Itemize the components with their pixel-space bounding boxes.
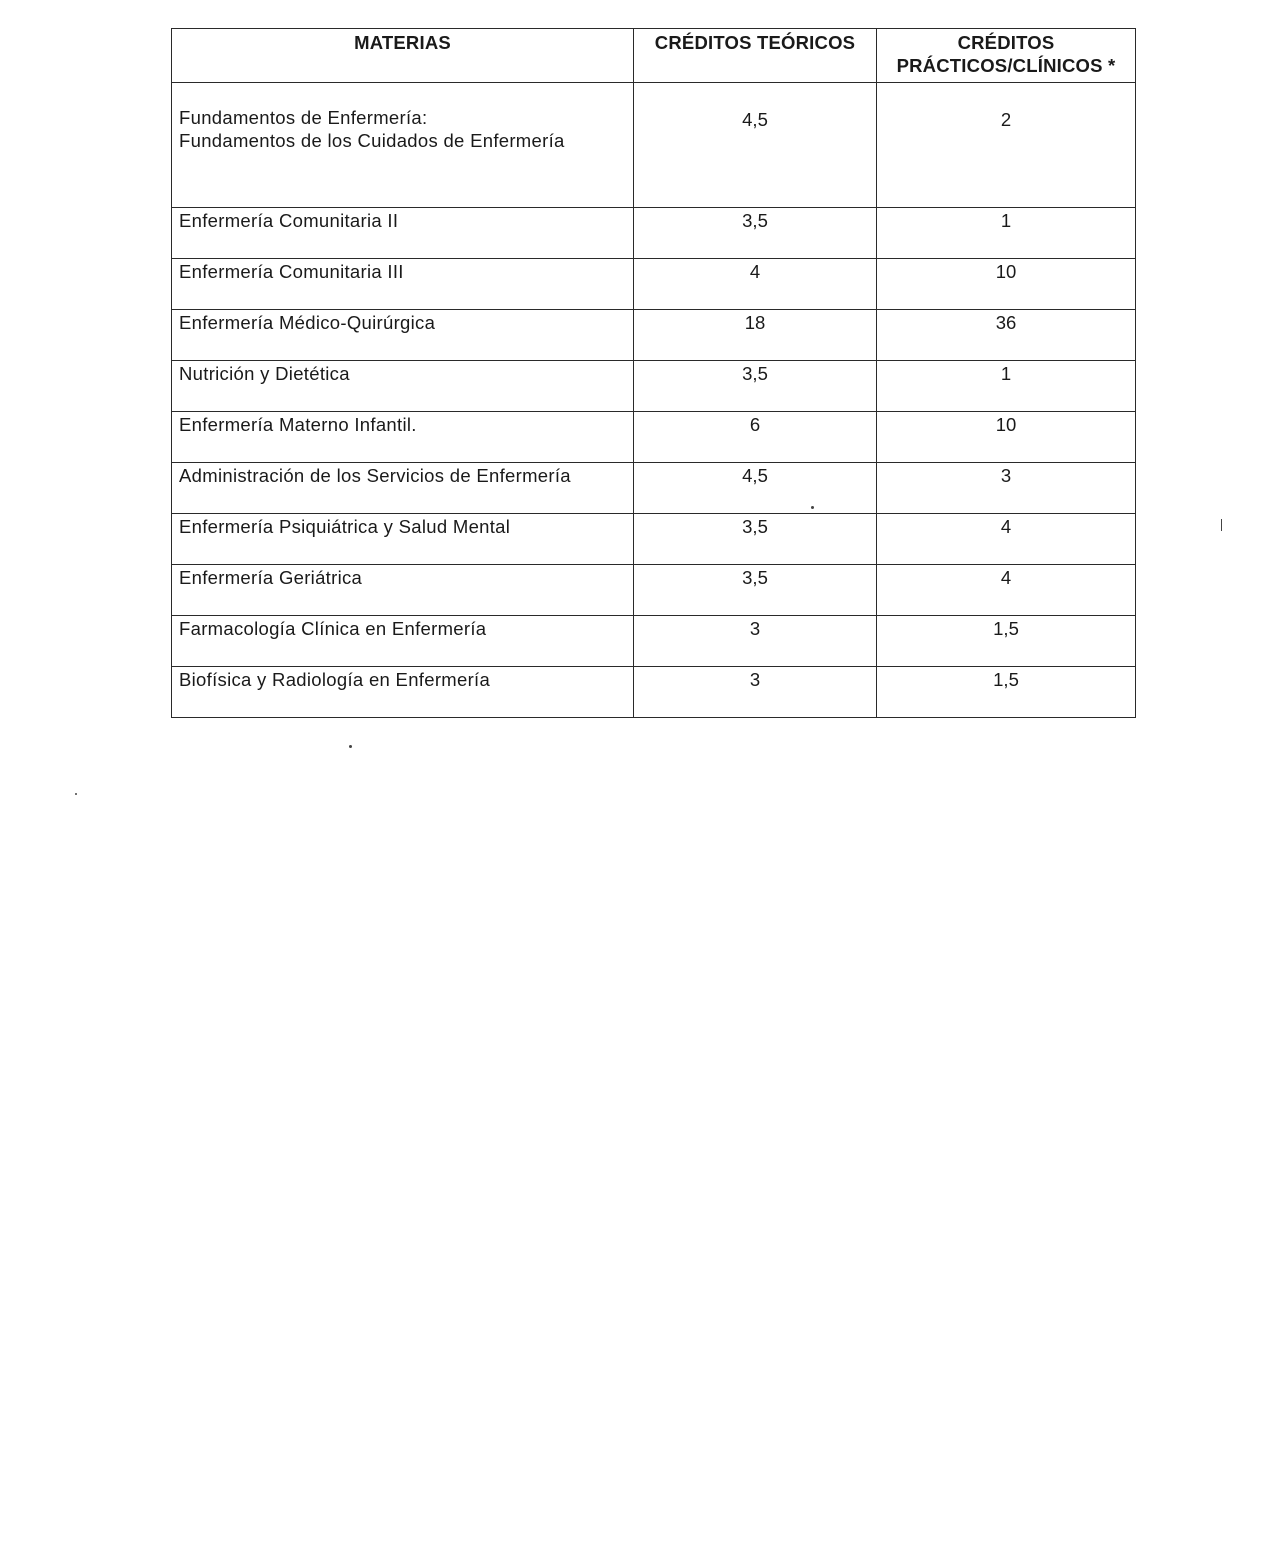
subject-cell: Nutrición y Dietética [172,361,634,412]
subject-cell: Enfermería Comunitaria III [172,259,634,310]
practical-credits-cell: 1,5 [877,616,1136,667]
theory-credits-cell: 3,5 [634,361,877,412]
practical-credits-cell: 2 [877,83,1136,208]
table-row [172,514,1136,565]
practical-credits-cell: 1 [877,361,1136,412]
subject-cell: Enfermería Geriátrica [172,565,634,616]
theory-credits-cell: 4,5 [634,463,877,514]
theory-credits-cell: 3,5 [634,565,877,616]
subject-cell: Enfermería Médico-Quirúrgica [172,310,634,361]
subject-cell: Enfermería Comunitaria II [172,208,634,259]
theory-credits-cell: 6 [634,412,877,463]
credits-table [171,28,1136,718]
header-subjects: MATERIAS [172,29,634,83]
table-row [172,412,1136,463]
practical-credits-cell: 1 [877,208,1136,259]
theory-credits-cell: 4 [634,259,877,310]
subject-cell: Farmacología Clínica en Enfermería [172,616,634,667]
theory-credits-cell: 4,5 [634,83,877,208]
header-practical-credits [877,29,1136,83]
theory-credits-cell: 3,5 [634,208,877,259]
header-practical-line1: CRÉDITOS [957,32,1055,53]
subject-cell [172,83,634,208]
practical-credits-cell: 1,5 [877,667,1136,718]
practical-credits-cell: 3 [877,463,1136,514]
subject-cell: Enfermería Materno Infantil. [172,412,634,463]
subject-cell: Biofísica y Radiología en Enfermería [172,667,634,718]
practical-credits-cell: 4 [877,514,1136,565]
table-row [172,565,1136,616]
header-practical-line2: PRÁCTICOS/CLÍNICOS * [896,55,1116,76]
speck [75,793,77,795]
table-row [172,667,1136,718]
theory-credits-cell: 3,5 [634,514,877,565]
speck [1221,519,1222,531]
theory-credits-cell: 3 [634,667,877,718]
subject-line: Fundamentos de los Cuidados de Enfermería [179,130,565,151]
table-row [172,463,1136,514]
header-theory-credits: CRÉDITOS TEÓRICOS [634,29,877,83]
table-row [172,616,1136,667]
practical-credits-cell: 10 [877,259,1136,310]
speck [811,506,814,509]
table-header-row [172,29,1136,83]
subject-cell: Administración de los Servicios de Enfermería [172,463,634,514]
speck [349,745,352,748]
table-row [172,310,1136,361]
practical-credits-cell: 10 [877,412,1136,463]
practical-credits-cell: 4 [877,565,1136,616]
table-row [172,208,1136,259]
subject-cell: Enfermería Psiquiátrica y Salud Mental [172,514,634,565]
theory-credits-cell: 18 [634,310,877,361]
table-row [172,361,1136,412]
subject-line: Fundamentos de Enfermería: [179,107,428,128]
practical-credits-cell: 36 [877,310,1136,361]
theory-credits-cell: 3 [634,616,877,667]
table-row [172,259,1136,310]
table-row [172,83,1136,208]
